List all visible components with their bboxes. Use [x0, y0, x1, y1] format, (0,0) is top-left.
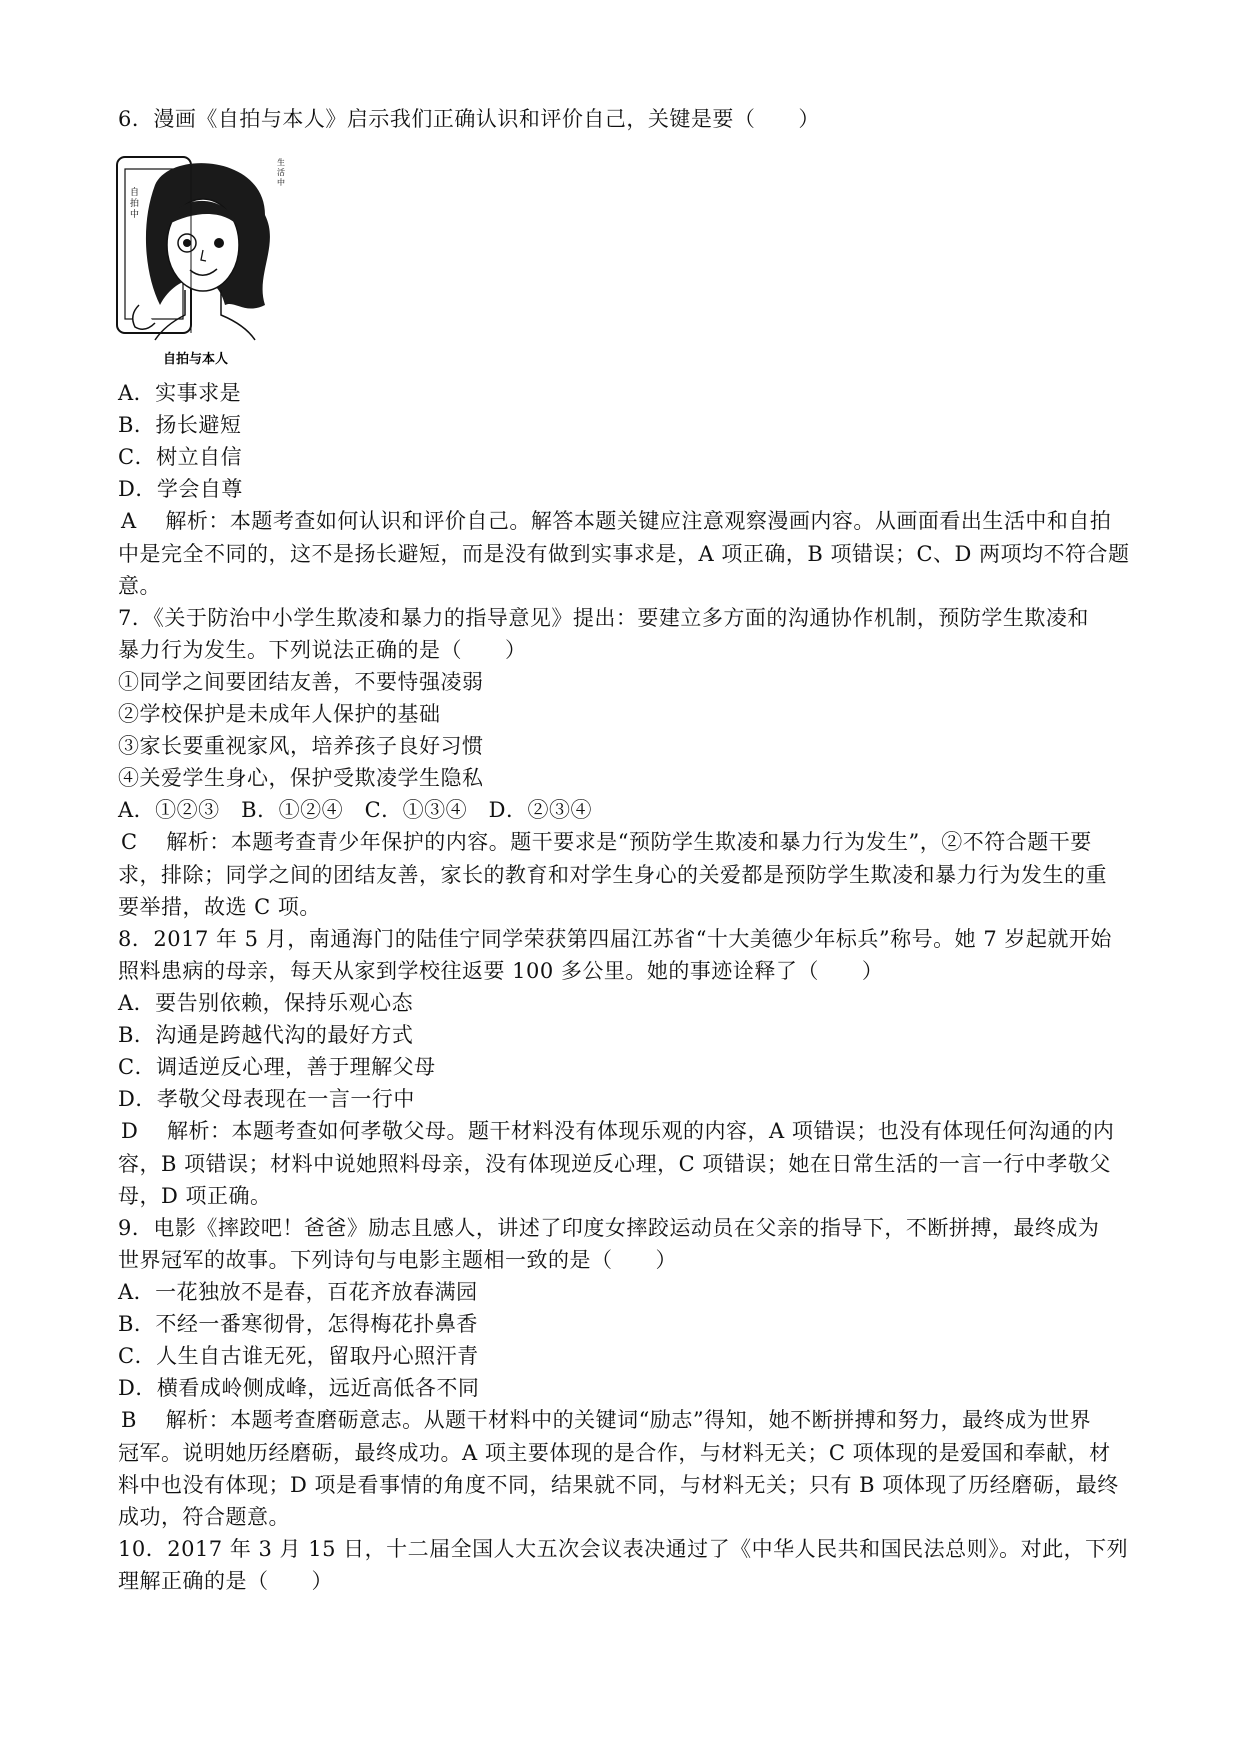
q6-analysis-3: 意。 — [118, 574, 161, 598]
q9-option-d: D．横看成岭侧成峰，远近高低各不同 — [118, 1376, 480, 1400]
q9-option-c: C．人生自古谁无死，留取丹心照汗青 — [118, 1344, 479, 1368]
q10-stem-2: 理解正确的是（ ） — [118, 1569, 333, 1593]
q6-option-c: C．树立自信 — [118, 445, 243, 469]
cartoon-label-right — [277, 157, 288, 187]
q9-stem-2: 世界冠军的故事。下列诗句与电影主题相一致的是（ ） — [118, 1248, 677, 1272]
q9-option-a: A．一花独放不是春，百花齐放春满园 — [118, 1280, 478, 1304]
selfie-cartoon-image — [115, 155, 297, 370]
q6-stem: 6．漫画《自拍与本人》启示我们正确认识和评价自己，关键是要（ ） — [118, 107, 820, 131]
label-right-c3: 中 — [277, 178, 285, 187]
q6-analysis-2: 中是完全不同的，这不是扬长避短，而是没有做到实事求是，A 项正确，B 项错误；C、D 两项均不符合题 — [118, 542, 1130, 566]
q6-option-b: B．扬长避短 — [118, 413, 242, 437]
label-right-c2: 活 — [277, 168, 285, 177]
label-left-c3: 中 — [130, 210, 140, 220]
q7-options: A．①②③ B．①②④ C．①③④ D．②③④ — [118, 798, 593, 822]
q7-analysis-1: C 解析：本题考查青少年保护的内容。题干要求是“预防学生欺凌和暴力行为发生”，②不符合题干要 — [121, 830, 1092, 854]
q7-item-4: ④关爱学生身心，保护受欺凌学生隐私 — [118, 766, 484, 790]
cartoon-label-left — [130, 186, 142, 220]
q8-analysis-1: D 解析：本题考查如何孝敬父母。题干材料没有体现乐观的内容，A 项错误；也没有体现任何沟通的内 — [121, 1119, 1115, 1143]
q9-analysis-4: 成功，符合题意。 — [118, 1505, 290, 1529]
q8-stem-2: 照料患病的母亲，每天从家到学校往返要 100 多公里。她的事迹诠释了（ ） — [118, 959, 884, 983]
q6-option-d: D．学会自尊 — [118, 477, 243, 501]
q9-stem-1: 9．电影《摔跤吧！爸爸》励志且感人，讲述了印度女摔跤运动员在父亲的指导下，不断拼搏，最终成为 — [118, 1216, 1100, 1240]
label-left-c2: 拍 — [130, 199, 140, 209]
q7-stem-1: 7．《关于防治中小学生欺凌和暴力的指导意见》提出：要建立多方面的沟通协作机制，预防学生欺凌和 — [118, 606, 1089, 630]
q8-analysis-2: 容，B 项错误；材料中说她照料母亲，没有体现逆反心理，C 项错误；她在日常生活的一言一行中孝敬父 — [118, 1152, 1111, 1176]
q7-item-2: ②学校保护是未成年人保护的基础 — [118, 702, 441, 726]
q7-item-1: ①同学之间要团结友善，不要恃强凌弱 — [118, 670, 484, 694]
q9-analysis-2: 冠军。说明她历经磨砺，最终成功。A 项主要体现的是合作，与材料无关；C 项体现的是爱国和奉献，材 — [118, 1441, 1111, 1465]
q8-option-a: A．要告别依赖，保持乐观心态 — [118, 991, 414, 1015]
q10-stem-1: 10．2017 年 3 月 15 日，十二届全国人大五次会议表决通过了《中华人民共和国民法总则》。对此，下列 — [118, 1537, 1129, 1561]
cartoon-caption: 自拍与本人 — [163, 352, 229, 367]
q8-option-d: D．孝敬父母表现在一言一行中 — [118, 1087, 415, 1111]
q9-analysis-3: 料中也没有体现；D 项是看事情的角度不同，结果就不同，与材料无关；只有 B 项体现了历经磨砺，最终 — [118, 1473, 1119, 1497]
q8-option-b: B．沟通是跨越代沟的最好方式 — [118, 1023, 414, 1047]
q7-analysis-3: 要举措，故选 C 项。 — [118, 895, 321, 919]
q9-option-b: B．不经一番寒彻骨，怎得梅花扑鼻香 — [118, 1312, 478, 1336]
q6-option-a: A．实事求是 — [118, 381, 242, 405]
q6-cartoon — [115, 155, 297, 370]
q8-stem-1: 8．2017 年 5 月，南通海门的陆佳宁同学荣获第四届江苏省“十大美德少年标兵”称号。她 7 岁起就开始 — [118, 927, 1112, 951]
q6-analysis-1: A 解析：本题考查如何认识和评价自己。解答本题关键应注意观察漫画内容。从画面看出生活中和自拍 — [121, 509, 1112, 533]
label-left-c1: 自 — [130, 188, 140, 198]
q8-analysis-3: 母，D 项正确。 — [118, 1184, 272, 1208]
q7-analysis-2: 求，排除；同学之间的团结友善，家长的教育和对学生身心的关爱都是预防学生欺凌和暴力行为发生的重 — [118, 863, 1107, 887]
label-right-c1: 生 — [277, 158, 285, 167]
q8-option-c: C．调适逆反心理，善于理解父母 — [118, 1055, 436, 1079]
q7-stem-2: 暴力行为发生。下列说法正确的是（ ） — [118, 638, 527, 662]
q9-analysis-1: B 解析：本题考查磨砺意志。从题干材料中的关键词“励志”得知，她不断拼搏和努力，最终成为世界 — [121, 1408, 1092, 1432]
q7-item-3: ③家长要重视家风，培养孩子良好习惯 — [118, 734, 484, 758]
